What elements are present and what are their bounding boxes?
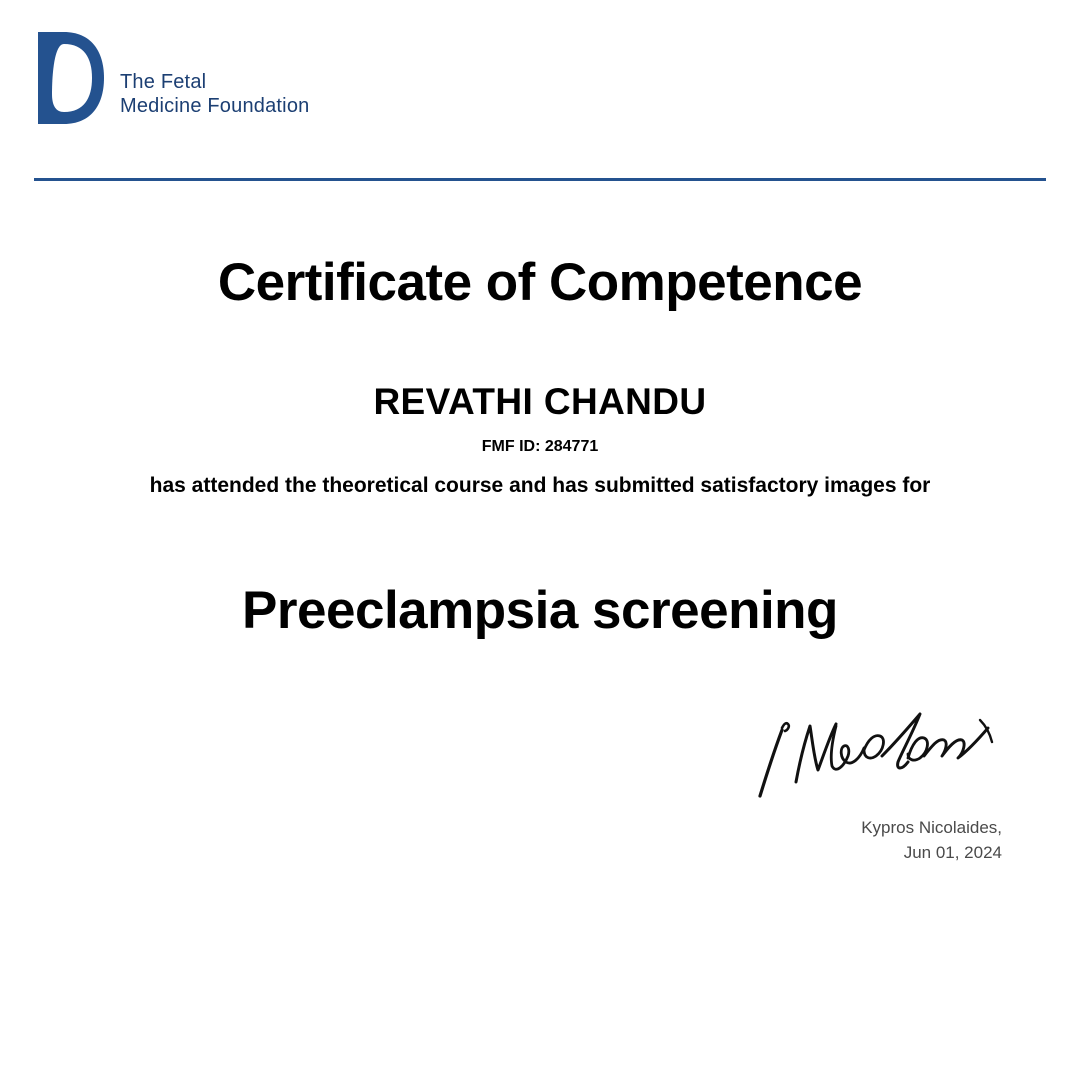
fmf-id: FMF ID: 284771 — [481, 438, 599, 455]
handwritten-signature-icon — [752, 700, 1002, 810]
fmf-d-logo-icon — [34, 28, 106, 128]
course-name: Preeclampsia screening — [242, 581, 838, 640]
certificate-statement: has attended the theoretical course and has submitted satisfactory images for — [149, 474, 931, 497]
header-divider — [34, 178, 1046, 181]
signatory-details — [742, 816, 1002, 865]
signature-date: Jun 01, 2024 — [903, 842, 1002, 862]
recipient-name: REVATHI CHANDU — [373, 381, 707, 422]
fmf-logo-text — [120, 70, 309, 119]
page-title: Certificate of Competence — [217, 253, 863, 312]
signature-block — [742, 700, 1002, 865]
organization-line-1: The Fetal — [120, 71, 207, 93]
fmf-logo — [34, 28, 309, 128]
organization-line-2: Medicine Foundation — [120, 95, 310, 118]
signatory-name: Kypros Nicolaides, — [861, 818, 1002, 837]
certificate-header — [34, 28, 1046, 178]
